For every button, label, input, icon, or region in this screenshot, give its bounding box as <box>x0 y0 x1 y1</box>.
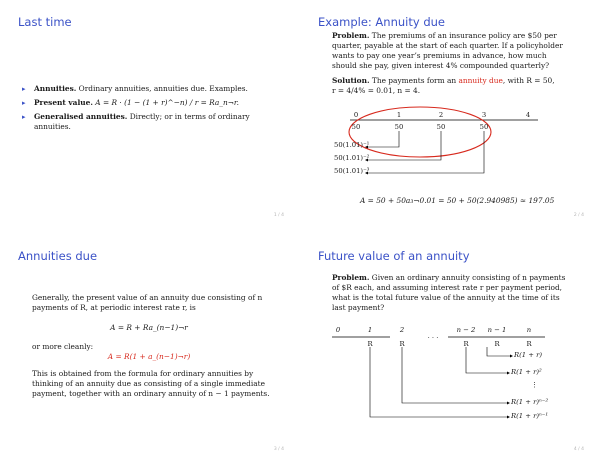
payment-label: R <box>463 340 469 348</box>
tick-label: 1 <box>396 111 402 119</box>
accumulation-label: R(1 + r) <box>514 351 543 359</box>
vertical-ellipsis: ⋮ <box>531 381 538 389</box>
bullet-annuities: ▸ Annuities. Ordinary annuities, annuities due. Examples. <box>22 84 282 94</box>
accum-arrow-4 <box>370 347 507 417</box>
bullet-generalised: ▸ Generalised annuities. Directly; or in terms of ordinary annuities. <box>22 112 282 132</box>
slide-title: Last time <box>18 15 72 29</box>
summary-list <box>22 84 282 136</box>
problem-text: Problem. The premiums of an insurance policy are $50 per quarter, payable at the start of each quarter. If a policyholder wants to pay one year’s premiums in advance, how much should she pay, given interest 4% compounded quarterly? <box>332 31 563 70</box>
future-value-timeline <box>300 234 598 464</box>
accumulation-label: R(1 + r)ⁿ⁻¹ <box>511 412 549 420</box>
accum-arrow-1 <box>487 347 510 356</box>
page-number: 2 / 4 <box>573 213 584 218</box>
discount-arrow-2 <box>368 131 441 160</box>
tick-label: 0 <box>335 326 341 334</box>
discount-arrow-1 <box>368 131 399 147</box>
or-text: or more cleanly: <box>32 342 94 351</box>
timeline-ellipsis: · · · <box>427 334 439 342</box>
solution-text: Solution. The payments form an annuity due, with R = 50, r = 4/4% = 0.01, n = 4. <box>332 76 555 95</box>
formula-1: A = R + Ra_(n−1)¬r <box>110 323 188 332</box>
accumulation-label: R(1 + r)² <box>511 368 542 376</box>
payment-label: R <box>367 340 373 348</box>
formula-2: A = R(1 + a_(n−1)¬r) <box>107 352 191 361</box>
slide-last-time <box>0 0 298 230</box>
result-equation: A = 50 + 50a₃¬0.01 = 50 + 50(2.940985) ≈ 197.05 <box>360 196 555 205</box>
arrowhead <box>507 416 510 419</box>
tick-label: n <box>526 326 532 334</box>
tick-label: 4 <box>525 111 531 119</box>
discount-label: 50(1.01)⁻² <box>334 154 370 162</box>
tick-label: n − 1 <box>487 326 507 334</box>
tick-label: n − 2 <box>456 326 476 334</box>
bullet-present-value: ▸ Present value. A = R · (1 − (1 + r)^−n) / r = Ra_n¬r. <box>22 98 282 108</box>
tick-label: 2 <box>399 326 405 334</box>
payments-highlight-ellipse <box>349 107 491 157</box>
payment-label: R <box>399 340 405 348</box>
slide-title: Example: Annuity due <box>318 15 445 29</box>
tick-label: 3 <box>481 111 487 119</box>
slide-annuities-due <box>0 234 298 464</box>
slide-annuity-due-example <box>300 0 598 230</box>
payment-label: R <box>526 340 532 348</box>
slide-title: Future value of an annuity <box>318 249 470 263</box>
page-number: 1 / 4 <box>273 213 284 218</box>
payment-label: 50 <box>436 123 446 131</box>
tick-label: 2 <box>438 111 444 119</box>
explanation-text: This is obtained from the formula for ordinary annuities by thinking of an annuity due as consisting of a single immediate payment, together with an ordinary annuity of n − 1 payments. <box>32 369 270 398</box>
slide-future-value <box>300 234 598 464</box>
accum-arrow-2 <box>466 347 507 373</box>
discount-arrow-3 <box>368 131 484 173</box>
slide-title: Annuities due <box>18 249 98 263</box>
intro-text: Generally, the present value of an annuity due consisting of n payments of R, at periodic interest rate r, is <box>32 293 263 312</box>
tick-label: 0 <box>353 111 359 119</box>
page-number: 4 / 4 <box>573 447 584 452</box>
arrowhead <box>507 372 510 375</box>
tick-label: 1 <box>367 326 373 334</box>
discount-label: 50(1.01)⁻¹ <box>334 141 370 149</box>
payment-label: 50 <box>394 123 404 131</box>
arrowhead <box>507 402 510 405</box>
payment-label: R <box>494 340 500 348</box>
problem-text: Problem. Given an ordinary annuity consisting of n payments of $R each, and assuming interest rate r per payment period, what is the total future value of the annuity at the time of its last payment? <box>332 273 566 312</box>
arrowhead <box>510 355 513 358</box>
accum-arrow-3 <box>402 347 507 403</box>
payment-label: 50 <box>479 123 489 131</box>
accumulation-label: R(1 + r)ⁿ⁻² <box>511 398 549 406</box>
discount-label: 50(1.01)⁻³ <box>334 167 370 175</box>
payment-label: 50 <box>351 123 361 131</box>
page-number: 3 / 4 <box>273 447 284 452</box>
